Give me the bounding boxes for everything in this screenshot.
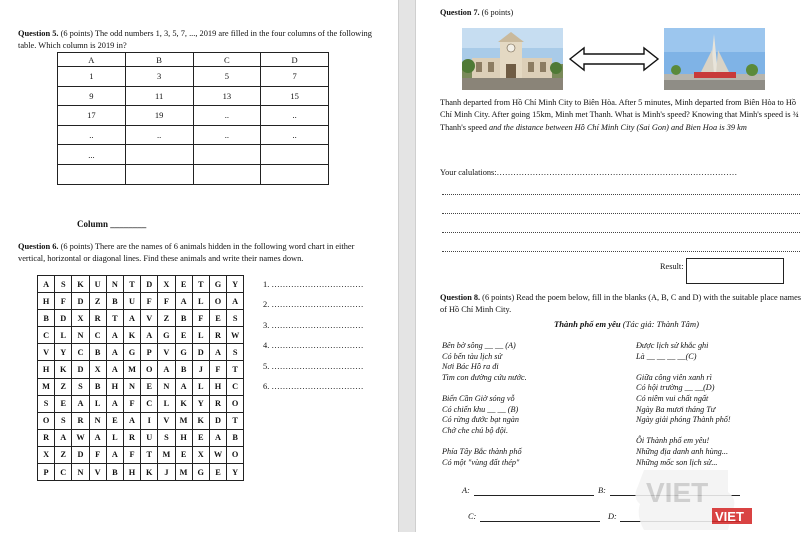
grid-letter[interactable]: A (158, 361, 175, 378)
grid-letter[interactable]: B (106, 464, 123, 481)
grid-row (38, 293, 244, 310)
table-cell: 17 (58, 106, 126, 126)
question-7-header (440, 8, 513, 17)
page-divider (398, 0, 416, 532)
grid-letter[interactable]: H (123, 464, 140, 481)
question-5 (18, 28, 380, 52)
result-box[interactable] (686, 258, 784, 284)
grid-letter[interactable]: B (89, 378, 106, 395)
grid-letter[interactable]: R (209, 395, 226, 412)
table-cell: 13 (193, 86, 261, 106)
grid-letter[interactable]: F (158, 293, 175, 310)
grid-letter[interactable]: C (38, 327, 55, 344)
poem-line: Có chiến khu __ __ (B) (442, 404, 519, 414)
grid-letter[interactable]: M (175, 464, 192, 481)
poem-line: Nơi Bác Hồ ra đi (442, 362, 499, 372)
grid-letter[interactable]: D (192, 344, 209, 361)
table-row (58, 145, 329, 165)
table-row (58, 106, 329, 126)
grid-letter[interactable]: F (123, 446, 140, 463)
grid-letter[interactable]: A (123, 412, 140, 429)
grid-letter[interactable]: L (106, 429, 123, 446)
grid-letter[interactable]: T (227, 412, 244, 429)
grid-letter[interactable]: E (175, 276, 192, 293)
grid-letter[interactable]: F (123, 395, 140, 412)
ben-thanh-market-image (462, 28, 563, 90)
grid-letter[interactable]: A (55, 429, 72, 446)
grid-letter[interactable]: G (209, 276, 226, 293)
grid-letter[interactable]: B (175, 310, 192, 327)
grid-letter[interactable]: B (175, 361, 192, 378)
grid-letter[interactable]: R (209, 327, 226, 344)
grid-letter[interactable]: X (89, 361, 106, 378)
table-cell: ... (58, 145, 126, 165)
dotted-line (442, 194, 800, 195)
question-7-label: Question 7. (440, 8, 480, 17)
odd-numbers-table (57, 52, 329, 185)
grid-letter[interactable]: A (141, 327, 158, 344)
grid-letter[interactable]: L (192, 327, 209, 344)
table-header-cell: D (261, 53, 329, 67)
answer-line[interactable]: 2. …………………………… (263, 300, 364, 310)
table-cell: 15 (261, 86, 329, 106)
grid-letter[interactable]: A (227, 293, 244, 310)
answer-line[interactable]: 1. …………………………… (263, 280, 364, 289)
grid-letter[interactable]: A (123, 310, 140, 327)
grid-row (38, 464, 244, 481)
table-row (58, 125, 329, 145)
grid-letter[interactable]: U (141, 429, 158, 446)
poem-title-text: Thành phố em yêu (554, 319, 621, 329)
grid-letter[interactable]: M (123, 361, 140, 378)
grid-letter[interactable]: J (192, 361, 209, 378)
grid-letter[interactable]: E (175, 446, 192, 463)
grid-letter[interactable]: F (89, 446, 106, 463)
poem-line: Có bến tàu lịch sử (442, 351, 502, 361)
grid-row (38, 276, 244, 293)
grid-letter[interactable]: S (227, 344, 244, 361)
table-cell: .. (125, 125, 193, 145)
table-header-cell: C (193, 53, 261, 67)
grid-row (38, 327, 244, 344)
grid-letter[interactable]: L (158, 395, 175, 412)
poem-column-right (636, 341, 731, 468)
grid-letter[interactable]: S (38, 395, 55, 412)
poem-column-left (442, 341, 527, 468)
word-search-grid (37, 275, 244, 481)
grid-letter[interactable]: B (38, 310, 55, 327)
grid-letter[interactable]: H (175, 429, 192, 446)
question-6 (18, 241, 380, 265)
animal-answer-list (263, 280, 364, 402)
grid-letter[interactable]: G (158, 327, 175, 344)
answer-line[interactable]: 6. …………………………… (263, 381, 364, 391)
grid-letter[interactable]: K (175, 395, 192, 412)
grid-letter[interactable]: Y (227, 464, 244, 481)
table-cell: 19 (125, 106, 193, 126)
table-cell (193, 164, 261, 184)
grid-letter[interactable]: E (209, 464, 226, 481)
grid-letter[interactable]: V (158, 412, 175, 429)
table-cell (193, 145, 261, 165)
poem-line: Có niềm vui chất ngất (636, 393, 709, 403)
grid-letter[interactable]: R (89, 310, 106, 327)
grid-letter[interactable]: V (141, 310, 158, 327)
grid-letter[interactable]: A (106, 344, 123, 361)
grid-letter[interactable]: N (72, 464, 89, 481)
grid-row (38, 395, 244, 412)
table-header-row (58, 53, 329, 67)
grid-letter[interactable]: O (227, 395, 244, 412)
grid-letter[interactable]: E (209, 310, 226, 327)
right-page (416, 0, 810, 532)
grid-letter[interactable]: F (209, 361, 226, 378)
poem-line (442, 383, 527, 394)
grid-letter[interactable]: E (141, 378, 158, 395)
grid-letter[interactable]: V (89, 464, 106, 481)
table-row (58, 67, 329, 87)
dotted-line (442, 232, 800, 233)
grid-letter[interactable]: B (106, 293, 123, 310)
poem-line: Những địa danh anh hùng... (636, 446, 729, 456)
watermark-text-1: VIET (646, 477, 709, 508)
poem-author: (Tác giả: Thành Tâm) (620, 319, 699, 329)
grid-letter[interactable]: U (89, 276, 106, 293)
poem-line: Ngày Ba mươi tháng Tư (636, 404, 716, 414)
grid-letter[interactable]: N (123, 378, 140, 395)
grid-letter[interactable]: J (158, 464, 175, 481)
grid-letter[interactable]: P (141, 344, 158, 361)
grid-letter[interactable]: C (89, 327, 106, 344)
grid-letter[interactable]: O (38, 412, 55, 429)
grid-letter[interactable]: I (141, 412, 158, 429)
table-row (58, 164, 329, 184)
grid-row (38, 429, 244, 446)
double-arrow-icon (568, 46, 660, 72)
poem-line (442, 436, 527, 447)
grid-letter[interactable]: O (209, 293, 226, 310)
table-cell: 5 (193, 67, 261, 87)
poem-title (554, 319, 699, 329)
grid-letter[interactable]: A (209, 344, 226, 361)
left-page (0, 0, 398, 532)
poem-line (636, 426, 731, 437)
grid-letter[interactable]: W (227, 327, 244, 344)
poem-line: Phía Tây Bắc thành phố (442, 446, 522, 456)
poem-line: Ôi Thành phố em yêu! (636, 436, 710, 446)
watermark-text-2: VIET (715, 509, 744, 524)
grid-letter[interactable]: G (175, 344, 192, 361)
table-cell: .. (261, 106, 329, 126)
question-7-body: Thanh departed from Hồ Chí Minh City to Biên Hòa. After 5 minutes, Minh departed from Biên Hòa to Hồ Chí Minh City. After going 15km, Minh met Thanh. What is Minh's speed? Knowing that Minh's speed is ¾ Thanh's speed (440, 98, 799, 132)
column-answer: Column ________ (77, 219, 147, 229)
grid-letter[interactable]: S (55, 276, 72, 293)
grid-letter[interactable]: R (72, 412, 89, 429)
grid-letter[interactable]: A (106, 361, 123, 378)
grid-letter[interactable]: B (227, 429, 244, 446)
grid-row (38, 378, 244, 395)
grid-letter[interactable]: D (72, 446, 89, 463)
grid-letter[interactable]: B (89, 344, 106, 361)
table-row (58, 86, 329, 106)
grid-letter[interactable]: H (209, 378, 226, 395)
grid-letter[interactable]: M (38, 378, 55, 395)
grid-letter[interactable]: T (106, 310, 123, 327)
question-6-text: (6 points) There are the names of 6 animals hidden in the following word chart in either vertical, horizontal or diagonal lines. Find these animals and write their names down. (18, 242, 355, 263)
table-cell (125, 164, 193, 184)
grid-letter[interactable]: S (55, 412, 72, 429)
grid-letter[interactable]: Z (89, 293, 106, 310)
grid-row (38, 446, 244, 463)
grid-letter[interactable]: S (158, 429, 175, 446)
grid-letter[interactable]: L (192, 293, 209, 310)
poem-line: Ngày giải phóng Thành phố! (636, 415, 731, 425)
grid-row (38, 344, 244, 361)
grid-letter[interactable]: V (158, 344, 175, 361)
grid-letter[interactable]: V (38, 344, 55, 361)
grid-letter[interactable]: D (55, 310, 72, 327)
question-7-points: (6 points) (479, 8, 514, 17)
table-cell (261, 164, 329, 184)
grid-letter[interactable]: T (192, 276, 209, 293)
grid-letter[interactable]: K (72, 276, 89, 293)
blank-c-line[interactable] (480, 521, 600, 522)
grid-letter[interactable]: F (141, 293, 158, 310)
grid-letter[interactable]: A (175, 378, 192, 395)
poem-line: Được lịch sử khắc ghi (636, 341, 709, 350)
poem-line: Những mốc son lịch sử... (636, 457, 718, 467)
grid-row (38, 412, 244, 429)
poem-line: Có hội trường __ __(D) (636, 383, 715, 393)
grid-letter[interactable]: A (175, 293, 192, 310)
grid-letter[interactable]: M (175, 412, 192, 429)
blank-b-label: B: (598, 486, 606, 495)
grid-letter[interactable]: A (38, 276, 55, 293)
grid-letter[interactable]: S (72, 378, 89, 395)
result-label: Result: (660, 262, 684, 271)
grid-row (38, 310, 244, 327)
grid-letter[interactable]: M (158, 446, 175, 463)
grid-letter[interactable]: L (89, 395, 106, 412)
table-cell (261, 145, 329, 165)
grid-letter[interactable]: D (141, 276, 158, 293)
answer-line[interactable]: 3. …………………………… (263, 320, 364, 330)
calculations-label: Your calulations:…………………………………………………………………………… (440, 168, 738, 177)
grid-letter[interactable]: U (123, 293, 140, 310)
grid-letter[interactable]: X (158, 276, 175, 293)
grid-letter[interactable]: S (227, 310, 244, 327)
question-7-italic: and the distance between Hồ Chí Minh City (Sai Gon) and Bien Hoa is 39 km (488, 122, 747, 132)
poem-line (636, 362, 731, 373)
grid-letter[interactable]: H (38, 361, 55, 378)
grid-letter[interactable]: R (123, 429, 140, 446)
grid-letter[interactable]: N (89, 412, 106, 429)
grid-letter[interactable]: Z (55, 446, 72, 463)
grid-row (38, 361, 244, 378)
answer-line[interactable]: 4. …………………………… (263, 341, 364, 351)
grid-letter[interactable]: T (227, 361, 244, 378)
grid-letter[interactable]: H (106, 378, 123, 395)
question-8-label: Question 8. (440, 293, 481, 302)
dotted-line (442, 213, 800, 214)
table-cell: .. (261, 125, 329, 145)
grid-letter[interactable]: A (106, 395, 123, 412)
grid-letter[interactable]: L (192, 378, 209, 395)
grid-letter[interactable]: C (141, 395, 158, 412)
grid-letter[interactable]: E (106, 412, 123, 429)
bien-hoa-monument-image (664, 28, 765, 90)
grid-letter[interactable]: Y (227, 276, 244, 293)
table-cell: .. (193, 106, 261, 126)
grid-letter[interactable]: D (72, 293, 89, 310)
table-cell: 7 (261, 67, 329, 87)
poem-line: Có rừng đước bạt ngàn (442, 415, 519, 425)
grid-letter[interactable]: O (227, 446, 244, 463)
poem-line: Bên bờ sông __ __ (A) (442, 341, 516, 350)
grid-letter[interactable]: N (72, 327, 89, 344)
blank-a-label: A: (462, 486, 470, 495)
grid-letter[interactable]: C (72, 344, 89, 361)
grid-letter[interactable]: K (123, 327, 140, 344)
table-cell: .. (58, 125, 126, 145)
grid-letter[interactable]: C (227, 378, 244, 395)
grid-letter[interactable]: T (123, 276, 140, 293)
question-7-text (440, 97, 802, 134)
grid-letter[interactable]: A (209, 429, 226, 446)
poem-line: Biển Cần Giờ sóng vỗ (442, 393, 515, 403)
grid-letter[interactable]: X (192, 446, 209, 463)
table-cell: .. (193, 125, 261, 145)
poem-line: Giữa công viên xanh rì (636, 372, 712, 382)
question-5-label: Question 5. (18, 29, 59, 38)
grid-letter[interactable]: X (72, 310, 89, 327)
grid-letter[interactable]: Z (55, 378, 72, 395)
grid-letter[interactable]: Y (192, 395, 209, 412)
grid-letter[interactable]: K (192, 412, 209, 429)
table-header-cell: B (125, 53, 193, 67)
grid-letter[interactable]: P (38, 464, 55, 481)
grid-letter[interactable]: A (89, 429, 106, 446)
grid-letter[interactable]: Y (55, 344, 72, 361)
blank-d-label: D: (608, 512, 617, 521)
question-5-text: (6 points) The odd numbers 1, 3, 5, 7, ..., 2019 are filled in the four columns of the following table. Which column is 2019 in? (18, 29, 372, 50)
grid-letter[interactable]: E (55, 395, 72, 412)
poem-line: Là __ __ __ __(C) (636, 351, 697, 361)
blank-c-label: C: (468, 512, 477, 521)
answer-line[interactable]: 5. …………………………… (263, 361, 364, 371)
table-cell (58, 164, 126, 184)
poem-line: Có một "vùng đất thép" (442, 457, 520, 467)
grid-letter[interactable]: L (55, 327, 72, 344)
grid-letter[interactable]: Z (158, 310, 175, 327)
grid-letter[interactable]: W (209, 446, 226, 463)
vietnamnet-logo (616, 470, 761, 532)
grid-letter[interactable]: T (141, 446, 158, 463)
grid-letter[interactable]: A (106, 446, 123, 463)
grid-letter[interactable]: F (55, 293, 72, 310)
grid-letter[interactable]: G (123, 344, 140, 361)
grid-letter[interactable]: E (192, 429, 209, 446)
table-cell: 3 (125, 67, 193, 87)
grid-letter[interactable]: H (38, 293, 55, 310)
grid-letter[interactable]: D (209, 412, 226, 429)
dotted-line (442, 251, 800, 252)
grid-letter[interactable]: F (192, 310, 209, 327)
question-8-text: (6 points) Read the poem below, fill in the blanks (A, B, C and D) with the suitable place names of Hồ Chí Minh City. (440, 293, 802, 314)
question-6-label: Question 6. (18, 242, 59, 251)
grid-letter[interactable]: N (106, 276, 123, 293)
grid-letter[interactable]: K (55, 361, 72, 378)
question-8 (440, 292, 802, 316)
table-cell: 11 (125, 86, 193, 106)
grid-letter[interactable]: A (106, 327, 123, 344)
grid-letter[interactable]: A (72, 395, 89, 412)
grid-letter[interactable]: O (141, 361, 158, 378)
grid-letter[interactable]: G (192, 464, 209, 481)
grid-letter[interactable]: X (38, 446, 55, 463)
grid-letter[interactable]: E (175, 327, 192, 344)
table-cell (125, 145, 193, 165)
grid-letter[interactable]: C (55, 464, 72, 481)
table-cell: 1 (58, 67, 126, 87)
grid-letter[interactable]: R (38, 429, 55, 446)
grid-letter[interactable]: N (158, 378, 175, 395)
poem-line: Tìm con đường cứu nước. (442, 372, 527, 382)
poem-line: Chở che chú bộ đội. (442, 425, 508, 435)
grid-letter[interactable]: W (72, 429, 89, 446)
table-cell: 9 (58, 86, 126, 106)
table-header-cell: A (58, 53, 126, 67)
grid-letter[interactable]: D (72, 361, 89, 378)
blank-a-line[interactable] (474, 495, 594, 496)
grid-letter[interactable]: K (141, 464, 158, 481)
